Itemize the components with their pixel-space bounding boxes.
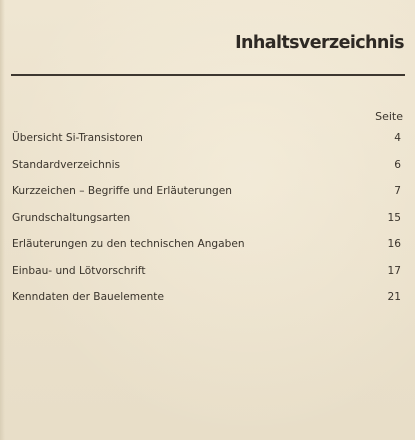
toc-entry-title: Standardverzeichnis bbox=[12, 158, 121, 171]
toc-entry-page: 7 bbox=[394, 185, 401, 197]
toc-entry bbox=[12, 288, 401, 315]
toc-entry bbox=[12, 262, 401, 289]
toc-entry-title: Einbau- und Lötvorschrift bbox=[12, 264, 146, 277]
toc-entry-title: Grundschaltungsarten bbox=[12, 211, 131, 224]
toc-entry bbox=[12, 235, 401, 262]
page-edge-shadow bbox=[0, 0, 5, 440]
title-divider bbox=[11, 74, 405, 76]
toc-entry-title: Kenndaten der Bauelemente bbox=[12, 291, 164, 303]
toc-entry bbox=[12, 129, 401, 156]
toc-entry-title: Übersicht Si-Transistoren bbox=[12, 132, 143, 144]
toc-entry-page: 21 bbox=[387, 291, 401, 303]
toc-entry-page: 15 bbox=[387, 211, 401, 224]
table-of-contents bbox=[12, 129, 401, 315]
toc-entry bbox=[12, 209, 401, 236]
page-column-label: Seite bbox=[375, 110, 403, 123]
toc-entry-page: 17 bbox=[387, 264, 401, 277]
toc-entry-title: Kurzzeichen – Begriffe und Erläuterungen bbox=[12, 185, 232, 197]
toc-entry-title: Erläuterungen zu den technischen Angaben bbox=[12, 238, 245, 250]
toc-entry-page: 6 bbox=[394, 158, 401, 171]
toc-entry-page: 4 bbox=[394, 132, 401, 144]
toc-entry bbox=[12, 182, 401, 209]
toc-entry-page: 16 bbox=[387, 238, 401, 250]
page-title: Inhaltsverzeichnis bbox=[235, 33, 404, 53]
toc-entry bbox=[12, 156, 401, 183]
